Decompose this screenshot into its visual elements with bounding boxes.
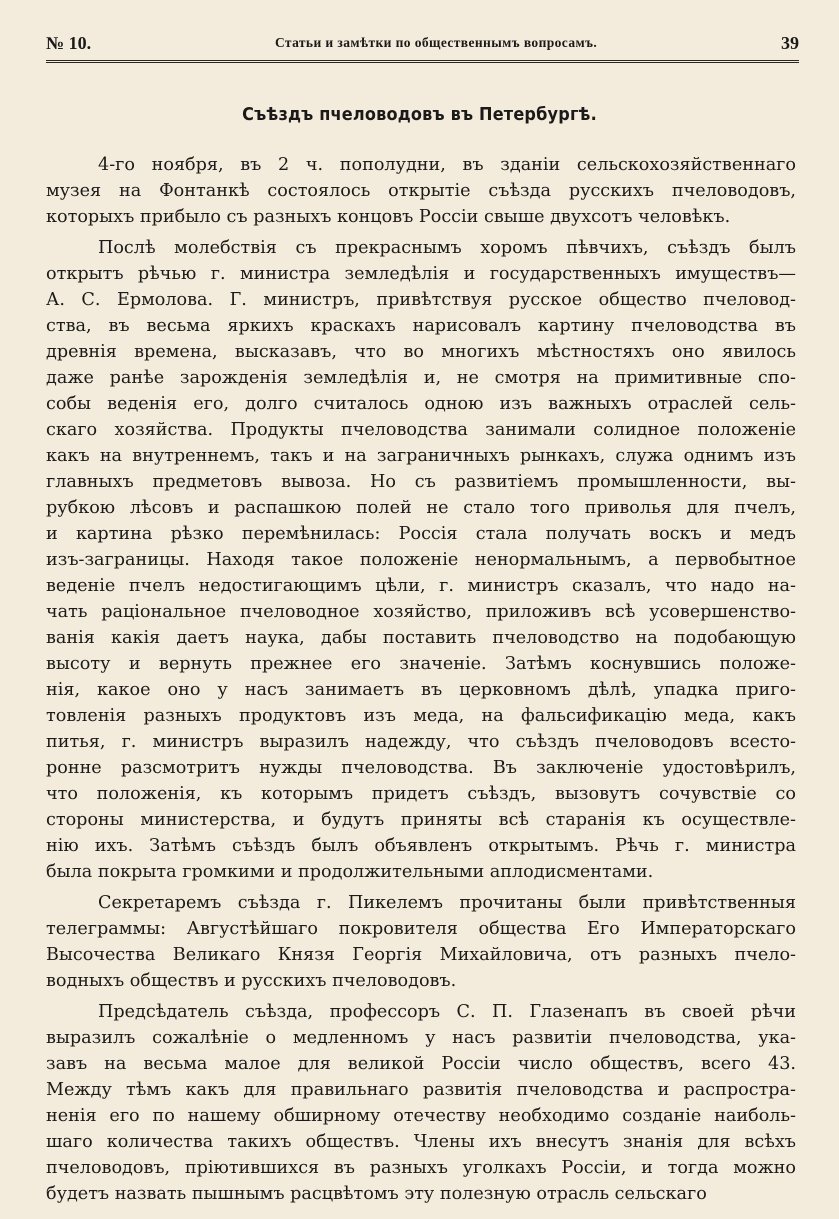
text-line: собы веденія его, долго считалось одною изъ важныхъ отраслей сель- [46, 394, 796, 414]
issue-number: № 10. [46, 32, 92, 53]
section-title: Статьи и замѣтки по общественнымъ вопросамъ. [274, 35, 598, 50]
text-line: ронне разсмотритъ нужды пчеловодства. Въ заключеніе удостовѣрилъ, [46, 758, 796, 778]
text-line: питья, г. министръ выразилъ надежду, что съѣздъ пчеловодовъ всесто- [46, 732, 796, 752]
text-line: будетъ назвать пышнымъ расцвѣтомъ эту полезную отрасль сельскаго [46, 1184, 707, 1204]
text-line: Предсѣдатель съѣзда, профессоръ С. П. Глазенапъ въ своей рѣчи [98, 1002, 796, 1022]
text-line: ства, въ весьма яркихъ краскахъ нарисовалъ картину пчеловодства въ [46, 316, 796, 336]
text-line: стороны министерства, и будутъ приняты всѣ старанія къ осуществле- [46, 810, 796, 830]
text-line: даже ранѣе зарожденія земледѣлія и, не смотря на примитивные спо- [46, 368, 796, 388]
paragraph [46, 235, 796, 885]
paragraph [46, 890, 796, 994]
text-line: была покрыта громкими и продолжительными аплодисментами. [46, 862, 654, 882]
text-line: водныхъ обществъ и русскихъ пчеловодовъ. [46, 971, 457, 991]
article-title: Съѣздъ пчеловодовъ въ Петербургѣ. [242, 105, 597, 125]
text-line: ванія какія даетъ наука, дабы поставить пчеловодство на подобающую [46, 628, 796, 648]
paragraph [46, 999, 796, 1207]
text-line: нія, какое оно у насъ занимаетъ въ церковномъ дѣлѣ, упадка приго- [46, 680, 796, 700]
text-line: А. С. Ермолова. Г. министръ, привѣтствуя русское общество пчеловод- [46, 290, 796, 310]
text-line: и картина рѣзко перемѣнилась: Россія стала получать воскъ и медъ [46, 524, 796, 544]
text-line: Секретаремъ съѣзда г. Пикелемъ прочитаны были привѣтственныя [98, 893, 796, 913]
text-line: Между тѣмъ какъ для правильнаго развитія пчеловодства и распростра- [46, 1080, 796, 1100]
text-line: рубкою лѣсовъ и распашкою полей не стало того приволья для пчелъ, [46, 498, 796, 518]
text-line: высоту и вернуть прежнее его значеніе. Затѣмъ коснувшись положе- [46, 654, 796, 674]
text-line: товленія разныхъ продуктовъ изъ меда, на фальсификацію меда, какъ [46, 706, 796, 726]
text-line: веденіе пчелъ недостигающимъ цѣли, г. министръ сказалъ, что надо на- [46, 576, 796, 596]
text-line: скаго хозяйства. Продукты пчеловодства занимали солидное положеніе [46, 420, 796, 440]
text-line: завъ на весьма малое для великой Россіи число обществъ, всего 43. [46, 1054, 796, 1074]
text-line: телеграммы: Августѣйшаго покровителя общества Его Императорскаго [46, 919, 796, 939]
text-line: музея на Фонтанкѣ состоялось открытіе съѣзда русскихъ пчеловодовъ, [46, 181, 796, 201]
text-line: пчеловодовъ, пріютившихся въ разныхъ уголкахъ Россіи, и тогда можно [46, 1158, 796, 1178]
text-line: шаго количества такихъ обществъ. Члены ихъ внесутъ знанія для всѣхъ [46, 1132, 796, 1152]
text-line: какъ на внутреннемъ, такъ и на заграничныхъ рынкахъ, служа однимъ изъ [46, 446, 796, 466]
text-line: Высочества Великаго Князя Георгія Михайловича, отъ разныхъ пчело- [46, 945, 796, 965]
page-number: 39 [781, 32, 799, 53]
text-line: чать раціональное пчеловодное хозяйство, приложивъ всѣ усовершенство- [46, 602, 796, 622]
header-rule [46, 60, 799, 63]
text-line: выразилъ сожалѣніе о медленномъ у насъ развитіи пчеловодства, ука- [46, 1028, 796, 1048]
text-line: главныхъ предметовъ вывоза. Но съ развитіемъ промышленности, вы- [46, 472, 796, 492]
text-line: нію ихъ. Затѣмъ съѣздъ былъ объявленъ открытымъ. Рѣчь г. министра [46, 836, 796, 856]
text-line: которыхъ прибыло съ разныхъ концовъ Россіи свыше двухсотъ человѣкъ. [46, 207, 731, 227]
text-line: изъ-заграницы. Находя такое положеніе ненормальнымъ, а первобытное [46, 550, 796, 570]
text-line: ненія его по нашему обширному отечеству необходимо созданіе наиболь- [46, 1106, 796, 1126]
paragraph [46, 152, 796, 230]
text-line: открытъ рѣчью г. министра земледѣлія и государственныхъ имуществъ— [46, 264, 796, 284]
text-line: древнія времена, высказавъ, что во многихъ мѣстностяхъ оно явилось [46, 342, 796, 362]
running-header [46, 28, 799, 58]
article-body [46, 152, 796, 1207]
text-line: 4-го ноября, въ 2 ч. пополудни, въ зданіи сельскохозяйственнаго [98, 155, 796, 175]
text-line: Послѣ молебствія съ прекраснымъ хоромъ пѣвчихъ, съѣздъ былъ [98, 238, 796, 258]
text-line: что положенія, къ которымъ придетъ съѣздъ, вызовутъ сочувствіе со [46, 784, 796, 804]
